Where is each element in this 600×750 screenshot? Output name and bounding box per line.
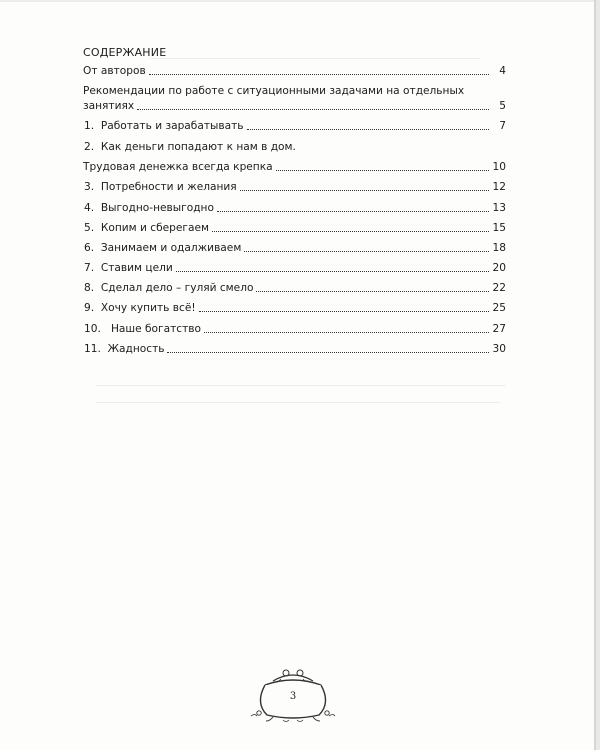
dot-leader: [137, 109, 489, 110]
toc-entry-number: 11.: [84, 342, 101, 355]
toc-entry[interactable]: [83, 262, 506, 275]
show-through-line: [96, 385, 506, 386]
toc-entry[interactable]: [83, 120, 506, 133]
toc-entry-page: 4: [499, 65, 506, 77]
toc-entry-text: Хочу купить всё!: [100, 302, 196, 315]
dot-leader: [244, 251, 489, 252]
toc-entry-page: 10: [492, 161, 506, 174]
toc-entry-title: [83, 181, 237, 194]
dot-leader: [176, 271, 489, 272]
toc-entry-number: 5.: [84, 221, 95, 234]
toc-entry-text: Занимаем и одалживаем: [100, 241, 242, 254]
dot-leader: [256, 291, 489, 292]
toc-entry-number: 3.: [84, 181, 95, 194]
toc-entry-page: 15: [492, 221, 506, 234]
toc-entry-page: 12: [492, 181, 506, 194]
dot-leader: [240, 190, 489, 191]
toc-entry-page: 13: [492, 201, 506, 214]
toc-entry[interactable]: [83, 202, 506, 215]
toc-entry-page: 25: [492, 302, 506, 315]
toc-entry-title: [83, 302, 196, 315]
toc-entry-text: Наше богатство: [110, 322, 201, 335]
toc-entry-text: Сделал дело – гуляй смело: [100, 282, 254, 295]
toc-entry-text: Ставим цели: [100, 262, 173, 275]
toc-entry[interactable]: [83, 141, 506, 154]
toc-entry-page: 5: [499, 100, 506, 113]
toc-entry[interactable]: [83, 65, 506, 78]
toc-entry-number: 7.: [84, 262, 95, 275]
toc-entry-text: Потребности и желания: [100, 181, 237, 194]
toc-entry-title: Трудовая денежка всегда крепка: [83, 161, 273, 174]
dot-leader: [149, 74, 489, 75]
toc-entry[interactable]: [83, 181, 506, 194]
toc-entry-number: 6.: [84, 241, 95, 254]
toc-entry-number: 10.: [84, 322, 101, 335]
table-of-contents: [83, 46, 506, 363]
toc-entry[interactable]: [83, 323, 506, 336]
toc-entry-title: [83, 141, 296, 154]
toc-entry-number: 8.: [84, 282, 95, 295]
toc-entry[interactable]: [83, 242, 506, 255]
toc-entry-title: [83, 323, 201, 336]
toc-entry[interactable]: [83, 282, 506, 295]
toc-entry-title: [83, 202, 214, 215]
toc-entry-number: 2.: [84, 140, 95, 153]
toc-entry-title: [83, 262, 173, 275]
toc-entry-title: [83, 120, 244, 133]
toc-entry-title: занятиях: [83, 100, 135, 113]
toc-entry-page: 30: [492, 342, 506, 355]
dot-leader: [167, 352, 489, 353]
toc-entry-text: Копим и сберегаем: [100, 221, 209, 234]
toc-entry-title: [83, 222, 209, 235]
toc-entry-text: Работать и зарабатывать: [100, 120, 244, 133]
toc-entry-title: [83, 343, 164, 356]
dot-leader: [247, 129, 489, 130]
show-through-line: [96, 402, 500, 403]
toc-entry-text: Выгодно-невыгодно: [100, 201, 214, 214]
toc-entry-title: Рекомендации по работе с ситуационными задачами на отдельных: [83, 85, 465, 98]
toc-entry-page: 20: [492, 262, 506, 275]
page-footer: [243, 663, 343, 725]
dot-leader: [217, 211, 489, 212]
toc-entry-number: 9.: [84, 302, 95, 315]
dot-leader: [212, 231, 489, 232]
toc-entry[interactable]: [83, 222, 506, 235]
toc-entry-continuation[interactable]: [83, 100, 506, 113]
toc-entry[interactable]: [83, 85, 506, 98]
toc-entry-number: 1.: [84, 120, 95, 133]
toc-entry[interactable]: [83, 302, 506, 315]
page-number: 3: [289, 691, 297, 702]
toc-entry-number: 4.: [84, 201, 95, 214]
toc-entry-page: 27: [492, 322, 506, 335]
toc-entry-title: От авторов: [83, 65, 146, 77]
toc-entry-text: Как деньги попадают к нам в дом.: [100, 140, 296, 153]
toc-entry-title: [83, 282, 253, 295]
toc-entry-text: Жадность: [107, 342, 165, 355]
toc-entry-page: 18: [492, 241, 506, 254]
dot-leader: [204, 332, 489, 333]
dot-leader: [276, 170, 489, 171]
toc-title: СОДЕРЖАНИЕ: [83, 46, 167, 59]
toc-entry-title: [83, 242, 241, 255]
toc-entry-page: 7: [499, 120, 506, 133]
dot-leader: [199, 311, 489, 312]
toc-entry-continuation[interactable]: [83, 161, 506, 174]
toc-entry-page: 22: [492, 282, 506, 295]
toc-entry[interactable]: [83, 343, 506, 356]
